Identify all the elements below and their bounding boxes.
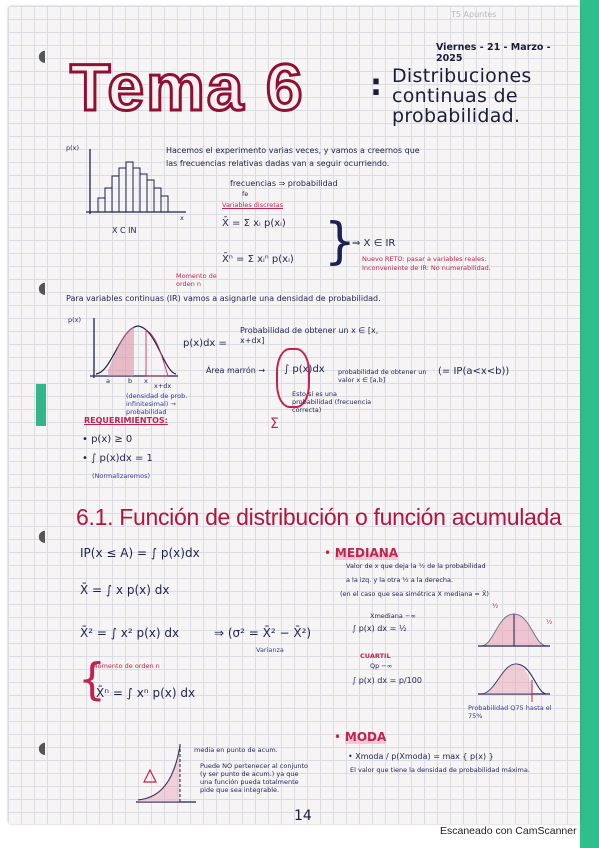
discrete-vars-label: Variables discretas [222,201,284,209]
median-formula: ∫ p(x) dx = ½ [352,624,407,633]
mode-text: El valor que tiene la densidad de probabilidad máxima. [350,766,530,774]
requirements-heading: REQUERIMIENTOS: [84,416,168,425]
binder-hole-icon: ◖ [38,278,47,297]
side-green-strip [580,0,599,848]
second-moment-formula: X̄² = ∫ x² p(x) dx [80,626,180,640]
page-header-faint: T5 Apuntes [451,10,497,19]
density-curve-plot [72,314,182,388]
probability-note: Esto sí es una probabilidad (frecuencia correcta) [292,390,372,414]
discrete-moment-formula: X̄ⁿ = Σ xᵢⁿ p(xᵢ) [222,254,294,265]
prob-obtain-note: probabilidad de obtener un valor x ∈ [a,b] [338,368,427,384]
normalize-note: (Normalizaremos) [92,472,151,480]
area-label: Área marrón → [206,366,266,375]
requirement-normalized: • ∫ p(x)dx = 1 [82,453,153,464]
density-a-label: a [106,377,110,385]
scanner-footer: Escaneado con CamScanner [440,825,577,837]
median-half-left: ½ [492,602,499,610]
px-dx-formula: p(x)dx = [183,338,227,349]
mode-heading-text: MODA [344,730,387,744]
page-subtitle: Distribuciones continuas de probabilidad. [392,65,532,127]
moment-order-note: Momento de orden n [176,272,217,288]
continuous-bullet: Para variables continuas (IR) vamos a asignarle una densidad de probabilidad. [66,294,381,303]
variance-formula: ⇒ (σ² = X̄² − X̄²) [214,626,312,640]
new-challenge-note: Nuevo RETO: pasar a variables reales. [362,255,487,263]
mode-formula: • Xmoda / p(Xmoda) = max { p(x) } [348,752,494,761]
title-colon: : [370,68,382,103]
median-text-2: a la izq. y la otra ½ a la derecha. [346,576,454,584]
density-note: (densidad de prob. infinitesimal) → probabilidad [126,392,188,416]
left-brace-icon: { [78,654,106,705]
discrete-mean-formula: X̄ = Σ xᵢ p(xᵢ) [222,218,286,229]
curly-brace-icon: } [324,212,356,270]
quartile-prob-label: Probabilidad Q75 hasta el 75% [468,704,552,720]
median-text-1: Valor de x que deja la ½ de la probabilidad [346,562,486,570]
accumulation-arrow-note: media en punto de acum. [194,746,278,754]
requirement-positive: • p(x) ≥ 0 [82,434,133,445]
median-limits: Xmediana −∞ [370,612,416,620]
median-heading-text: MEDIANA [334,546,399,560]
density-x-label: x [144,377,148,385]
infinity-note: Inconveniente de IR: No numerabilidad. [362,264,491,272]
cdf-formula: IP(x ≤ A) = ∫ p(x)dx [80,546,200,560]
hist-x-label: x [180,214,184,222]
area-integral: ∫ p(x)dx [284,364,325,375]
discrete-histogram [76,146,192,222]
moment-order-label: Momento de orden n [92,662,160,670]
median-half-right: ½ [546,618,553,626]
intro-line-2: las frecuencias relativas dadas van a seguir ocurriendo. [166,159,390,168]
fe-label: fe [242,190,249,198]
accumulation-plot [130,742,200,810]
page-number: 14 [294,808,312,824]
freq-prob-arrow: frecuencias ⇒ probabilidad [230,179,338,188]
nth-moment-formula: X̄ⁿ = ∫ xⁿ p(x) dx [96,686,196,700]
intro-line-1: Hacemos el experimento varias veces, y vamos a creernos que [166,146,420,155]
quartile-curve-plot [474,656,554,706]
binder-hole-icon: ◖ [38,738,47,757]
quartile-formula: ∫ p(x) dx = p/100 [352,676,422,685]
density-xdx-label: x+dx [154,382,172,390]
density-b-label: b [128,377,133,385]
real-result: ⇒ X ∈ IR [352,238,396,249]
prob-interval-eq: (= IP(a<x<b)) [438,366,510,377]
quartile-label: CUARTIL [360,652,391,660]
median-heading: • MEDIANA [324,546,399,560]
binder-hole-icon: ◖ [38,526,47,545]
median-curve-plot [474,608,554,652]
section-heading: 6.1. Función de distribución o función acumulada [76,504,562,530]
binder-hole-icon: ◖ [38,46,47,65]
prob-definition: Probabilidad de obtener un x ∈ [x, x+dx] [240,326,379,345]
quartile-limits: Qp −∞ [370,662,393,670]
accumulation-note: Puede NO pertenecer al conjunto (y ser punto de acum.) ya que una función pueda totalmente pide que sea integrable. [200,762,309,794]
density-px-label: p(x) [68,316,82,324]
mean-integral-formula: X̄ = ∫ x p(x) dx [80,583,170,597]
date-label: Viernes - 21 - Marzo - 2025 [436,42,551,64]
xcin-label: X C IN [112,226,137,235]
side-tab-label [36,384,46,426]
sigma-doodle-icon: Σ [270,416,279,432]
median-text-3: (en el caso que sea simétrica X mediana = X̄) [340,590,489,598]
mode-heading: • MODA [334,730,387,744]
notebook-page [8,6,580,824]
page-title: Tema 6 [70,50,305,124]
hist-px-label: p(x) [66,144,80,152]
variance-label: Varianza [256,646,284,654]
